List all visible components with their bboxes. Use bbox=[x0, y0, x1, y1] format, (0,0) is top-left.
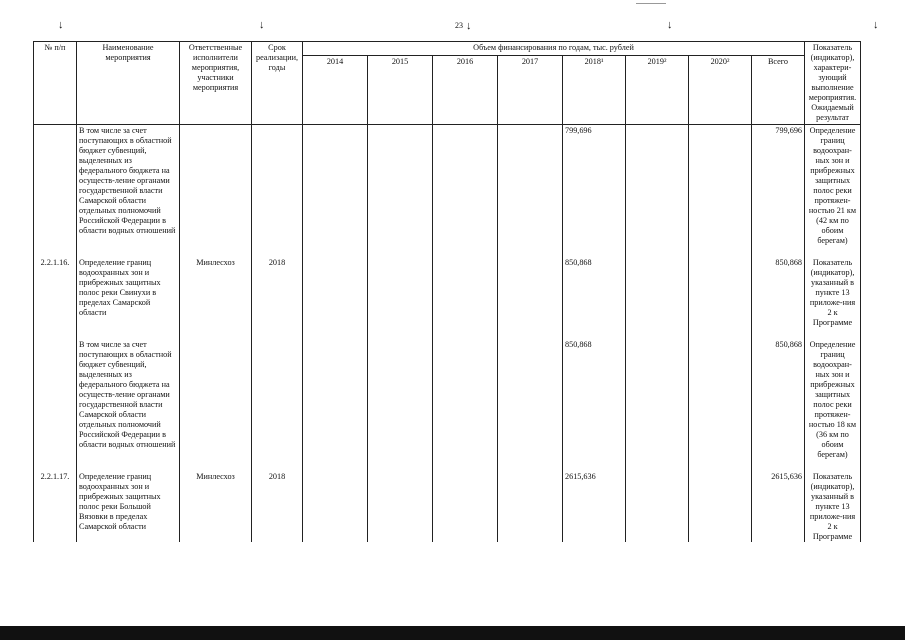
row-2018: 850,868 bbox=[563, 257, 626, 328]
row-num: 2.2.1.17. bbox=[34, 471, 77, 542]
row-total: 2615,636 bbox=[752, 471, 805, 542]
header-total: Всего bbox=[752, 56, 805, 125]
row-name: Определение границ водоохранных зон и прибрежных защитных полос реки Свинухи в пределах Самарской области bbox=[77, 257, 180, 328]
table-row bbox=[34, 125, 861, 247]
row-num bbox=[34, 125, 77, 247]
table-row bbox=[34, 257, 861, 328]
header-year: 2019² bbox=[626, 56, 689, 125]
row-total: 799,696 bbox=[752, 125, 805, 247]
row-term: 2018 bbox=[252, 257, 303, 328]
header-year: 2015 bbox=[368, 56, 433, 125]
row-executor bbox=[180, 339, 252, 460]
row-executor: Минлесхоз bbox=[180, 471, 252, 542]
header-funding: Объем финансирования по годам, тыс. рублей bbox=[303, 42, 805, 56]
scan-line bbox=[636, 3, 666, 4]
row-2018: 2615,636 bbox=[563, 471, 626, 542]
header-year: 2018¹ bbox=[563, 56, 626, 125]
page-number: 23 bbox=[455, 21, 463, 30]
row-indicator: Показатель (индикатор), указанный в пункте 13 приложе-ния 2 к Программе bbox=[805, 257, 861, 328]
header-year: 2017 bbox=[498, 56, 563, 125]
row-term: 2018 bbox=[252, 471, 303, 542]
row-executor bbox=[180, 125, 252, 247]
column-marker-icon: ↓ bbox=[873, 19, 879, 31]
row-indicator: Показатель (индикатор), указанный в пункте 13 приложе-ния 2 к Программе bbox=[805, 471, 861, 542]
column-marker-icon: ↓ bbox=[259, 19, 265, 31]
row-num bbox=[34, 339, 77, 460]
row-total: 850,868 bbox=[752, 257, 805, 328]
row-num: 2.2.1.16. bbox=[34, 257, 77, 328]
row-name: Определение границ водоохранных зон и прибрежных защитных полос реки Большой Вязовки в пределах Самарской области bbox=[77, 471, 180, 542]
header-year: 2014 bbox=[303, 56, 368, 125]
row-executor: Минлесхоз bbox=[180, 257, 252, 328]
row-name: В том числе за счет поступающих в областной бюджет субвенций, выделенных из федерального бюджета на осуществ-ление органами государственной власти Самарской области отдельных полномочий Российской Федерации в области водных отношений bbox=[77, 339, 180, 460]
header-indicator: Показатель (индикатор), характери-зующий выполнение мероприятия. Ожидаемый результат bbox=[805, 42, 861, 125]
header-name: Наименование мероприятия bbox=[77, 42, 180, 125]
row-indicator: Определение границ водоохран-ных зон и прибрежных защитных полос реки протяжен-ностью 18 км (36 км по обоим берегам) bbox=[805, 339, 861, 460]
column-marker-icon: ↓ bbox=[58, 19, 64, 31]
row-term bbox=[252, 339, 303, 460]
header-term: Срок реализации, годы bbox=[252, 42, 303, 125]
row-total: 850,868 bbox=[752, 339, 805, 460]
row-2018: 799,696 bbox=[563, 125, 626, 247]
column-marker-icon: ↓ bbox=[466, 20, 472, 32]
funding-table bbox=[33, 41, 861, 542]
header-year: 2016 bbox=[433, 56, 498, 125]
header-executors: Ответственные исполнители мероприятия, участники мероприятия bbox=[180, 42, 252, 125]
row-name: В том числе за счет поступающих в областной бюджет субвенций, выделенных из федерального бюджета на осуществ-ление органами государственной власти Самарской области отдельных полномочий Российской Федерации в области водных отношений bbox=[77, 125, 180, 247]
row-term bbox=[252, 125, 303, 247]
row-2018: 850,868 bbox=[563, 339, 626, 460]
column-marker-icon: ↓ bbox=[667, 19, 673, 31]
table-row bbox=[34, 471, 861, 542]
header-year: 2020² bbox=[689, 56, 752, 125]
table-row bbox=[34, 339, 861, 460]
scan-border bbox=[0, 626, 905, 640]
header-num: № п/п bbox=[34, 42, 77, 125]
row-indicator: Определение границ водоохран-ных зон и прибрежных защитных полос реки протяжен-ностью 21 км (42 км по обоим берегам) bbox=[805, 125, 861, 247]
